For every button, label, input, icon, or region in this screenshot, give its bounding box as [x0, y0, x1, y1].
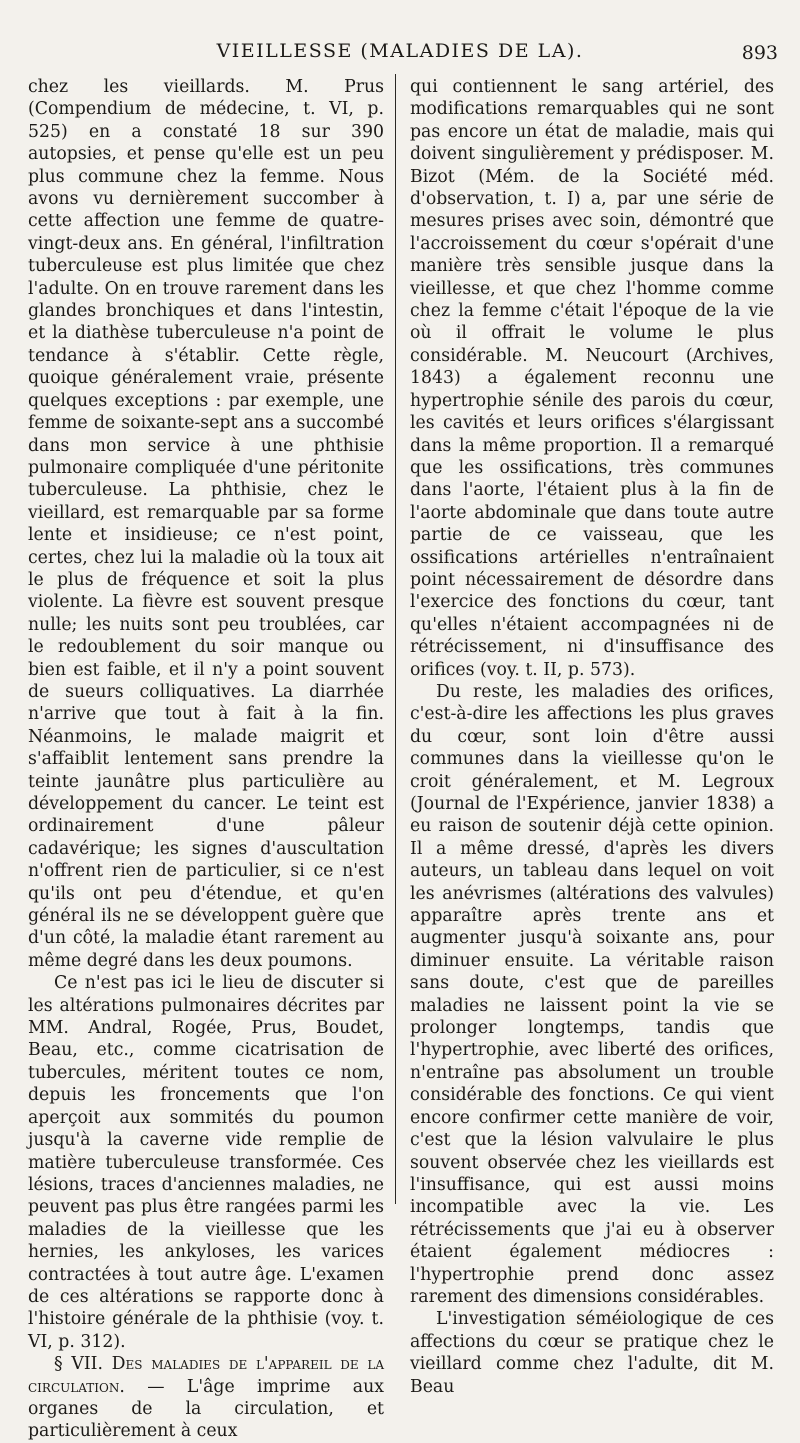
page-header — [0, 30, 800, 70]
column-divider — [395, 74, 396, 1204]
right-paragraph-1: qui contiennent le sang artériel, des modifications remarquables qui ne sont pas encore un état de maladie, mais qui doivent singulièrement y prédisposer. M. Bizot (Mém. de la Société méd. d'observation, t. I) a, par une série de mesures prises avec soin, démontré que l'accroissement du cœur s'opérait d'une manière très sensible jusque dans la vieillesse, et que chez l'homme comme chez la femme c'était l'époque de la vie où il offrait le volume le plus considérable. M. Neucourt (Archives, 1843) a également reconnu une hypertrophie sénile des parois du cœur, les cavités et leurs orifices s'élargissant dans la même proportion. Il a remarqué que les ossifications, très communes dans l'aorte, l'étaient plus à la fin de l'aorte abdominale que dans toute autre partie de ce vaisseau, que les ossifications artérielles n'entraînaient point nécessairement de désordre dans l'exercice des fonctions du cœur, tant qu'elles n'étaient accompagnées ni de rétrécissement, ni d'insuffisance des orifices (voy. t. II, p. 573). — [410, 77, 774, 680]
left-paragraph-1: chez les vieillards. M. Prus (Compendium de médecine, t. VI, p. 525) en a constaté 18 sur 390 autopsies, et pense qu'elle est un peu plus commune chez la femme. Nous avons vu dernièrement succomber à cette affection une femme de quatre-vingt-deux ans. En général, l'infiltration tuberculeuse est plus limitée que chez l'adulte. On en trouve rarement dans les glandes bronchiques et dans l'intestin, et la diathèse tuberculeuse n'a point de tendance à s'établir. Cette règle, quoique généralement vraie, présente quelques exceptions : par exemple, une femme de soixante-sept ans a succombé dans mon service à une phthisie pulmonaire compliquée d'une péritonite tuberculeuse. La phthisie, chez le vieillard, est remarquable par sa forme lente et insidieuse; ce n'est point, certes, chez lui la maladie où la toux ait le plus de fréquence et soit la plus violente. La fièvre est souvent presque nulle; les nuits sont peu troublées, car le redoublement du soir manque ou bien est faible, et il n'y a point souvent de sueurs colliquatives. La diarrhée n'arrive que tout à fait à la fin. Néanmoins, le malade maigrit et s'affaiblit lentement sans prendre la teinte jaunâtre plus particulière au développement du cancer. Le teint est ordinairement d'une pâleur cadavérique; les signes d'auscultation n'offrent rien de particulier, si ce n'est qu'ils ont peu d'étendue, et qu'en général ils ne se développent guère que d'un côté, la maladie étant rarement au même degré dans les deux poumons. — [28, 77, 384, 971]
right-paragraph-2: Du reste, les maladies des orifices, c'est-à-dire les affections les plus graves du cœur, sont loin d'être aussi communes dans la vieillesse qu'on le croit généralement, et M. Legroux (Journal de l'Expérience, janvier 1838) a eu raison de soutenir déjà cette opinion. Il a même dressé, d'après les divers auteurs, un tableau dans lequel on voit les anévrismes (altérations des valvules) apparaître après trente ans et augmenter jusqu'à soixante ans, pour diminuer ensuite. La véritable raison sans doute, c'est que de pareilles maladies ne laissent point la vie se prolonger longtemps, tandis que l'hypertrophie, avec liberté des orifices, n'entraîne pas absolument un trouble considérable des fonctions. Ce qui vient encore confirmer cette manière de voir, c'est que la lésion valvulaire le plus souvent observée chez les vieillards est l'insuffisance, qui est aussi moins incompatible avec la vie. Les rétrécissements que j'ai eu à observer étaient également médiocres : l'hypertrophie prend donc assez rarement des dimensions considérables. — [410, 681, 774, 1307]
left-paragraph-3 — [28, 1353, 384, 1443]
right-paragraph-3: L'investigation séméiologique de ces affections du cœur se pratique chez le vieillard comme chez l'adulte, dit M. Beau — [410, 1309, 774, 1397]
left-paragraph-2: Ce n'est pas ici le lieu de discuter si les altérations pulmonaires décrites par MM. Andral, Rogée, Prus, Boudet, Beau, etc., comme cicatrisation de tubercules, méritent toutes ce nom, depuis les froncements que l'on aperçoit aux sommités du poumon jusqu'à la caverne vide remplie de matière tuberculeuse transformée. Ces lésions, traces d'anciennes maladies, ne peuvent pas plus être rangées parmi les maladies de la vieillesse que les hernies, les ankyloses, les varices contractées à tout autre âge. L'examen de ces altérations se rapporte donc à l'histoire générale de la phthisie (voy. t. VI, p. 312). — [28, 973, 384, 1352]
left-paragraph-3-text: — L'âge imprime aux organes de la circulation, et particulièrement à ceux — [28, 1376, 384, 1442]
page-number: 893 — [741, 42, 778, 64]
right-column — [410, 76, 774, 1398]
running-title: VIEILLESSE (MALADIES DE LA). — [216, 40, 584, 62]
left-column — [28, 76, 384, 1443]
section-heading: § VII. Des maladies de l'appareil de la circulation. — [28, 1354, 384, 1397]
